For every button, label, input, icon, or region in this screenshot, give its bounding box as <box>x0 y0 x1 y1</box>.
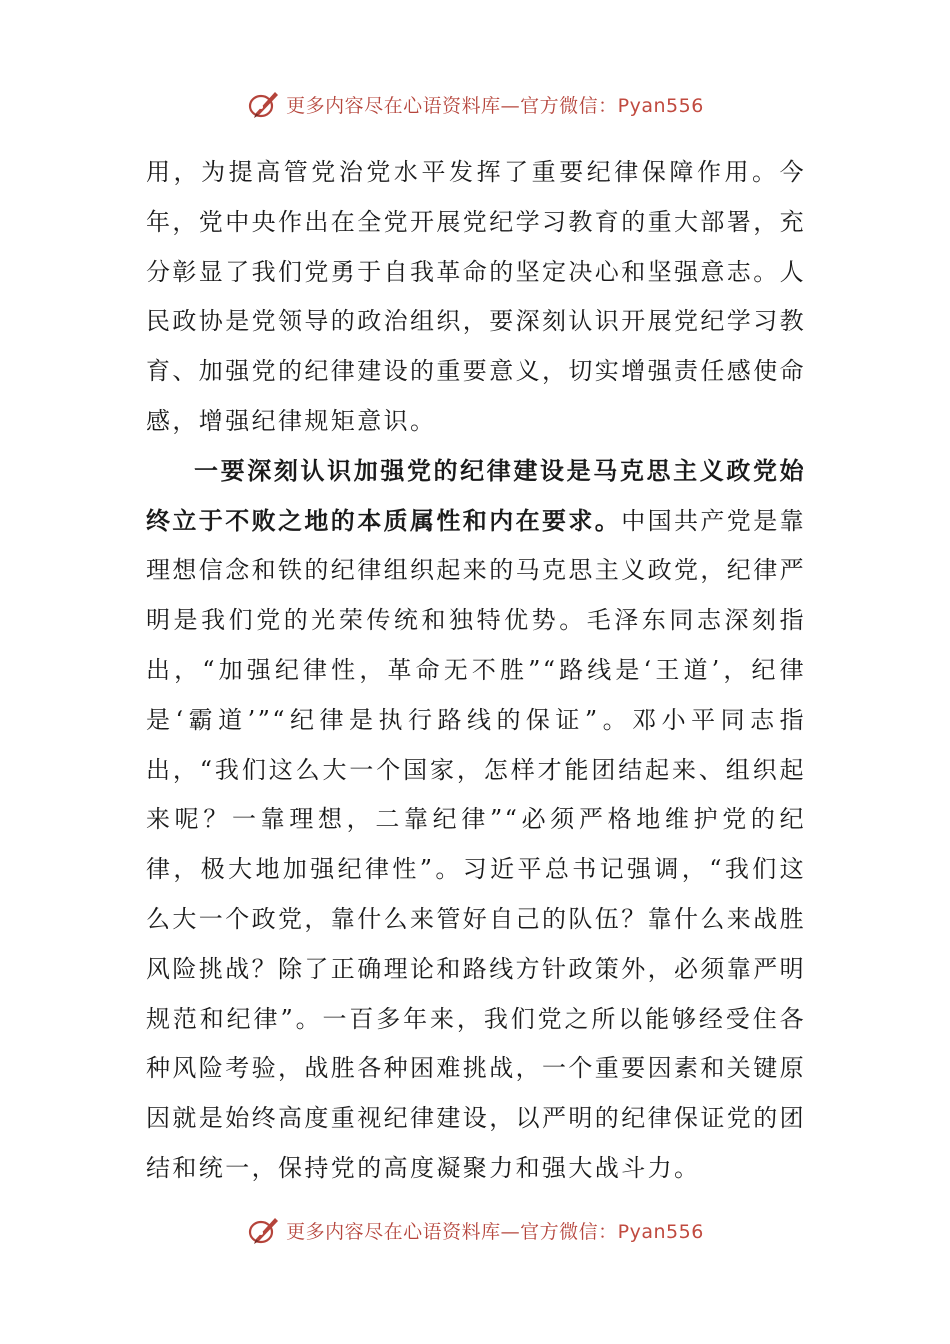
paragraph-point-one <box>146 447 806 1194</box>
paragraph-continuation: 用，为提高管党治党水平发挥了重要纪律保障作用。今年，党中央作出在全党开展党纪学习教育的重大部署，充分彰显了我们党勇于自我革命的坚定决心和坚强意志。人民政协是党领导的政治组织，要深刻认识开展党纪学习教育、加强党的纪律建设的重要意义，切实增强责任感使命感，增强纪律规矩意识。 <box>146 158 806 435</box>
pen-logo-icon <box>246 1212 282 1248</box>
pen-logo-icon <box>246 86 282 122</box>
watermark-text: 更多内容尽在心语资料库—官方微信：Pyan556 <box>286 94 704 117</box>
watermark-text: 更多内容尽在心语资料库—官方微信：Pyan556 <box>286 1220 704 1243</box>
paragraph-lead-sentence: 一要深刻认识加强党的纪律建设是马克思主义政党始终立于不败之地的本质属性和内在要求。 <box>146 456 806 535</box>
header-watermark <box>0 84 950 124</box>
document-body <box>146 148 806 1194</box>
paragraph-body-text: 中国共产党是靠理想信念和铁的纪律组织起来的马克思主义政党，纪律严明是我们党的光荣传统和独特优势。毛泽东同志深刻指出，“加强纪律性，革命无不胜”“路线是‘王道’，纪律是‘霸道’”“纪律是执行路线的保证”。邓小平同志指出，“我们这么大一个国家，怎样才能团结起来、组织起来呢？一靠理想，二靠纪律”“必须严格地维护党的纪律，极大地加强纪律性”。习近平总书记强调，“我们这么大一个政党，靠什么来管好自己的队伍？靠什么来战胜风险挑战？除了正确理论和路线方针政策外，必须靠严明规范和纪律”。一百多年来，我们党之所以能够经受住各种风险考验，战胜各种困难挑战，一个重要因素和关键原因就是始终高度重视纪律建设，以严明的纪律保证党的团结和统一，保持党的高度凝聚力和强大战斗力。 <box>146 506 807 1182</box>
footer-watermark <box>0 1210 950 1250</box>
